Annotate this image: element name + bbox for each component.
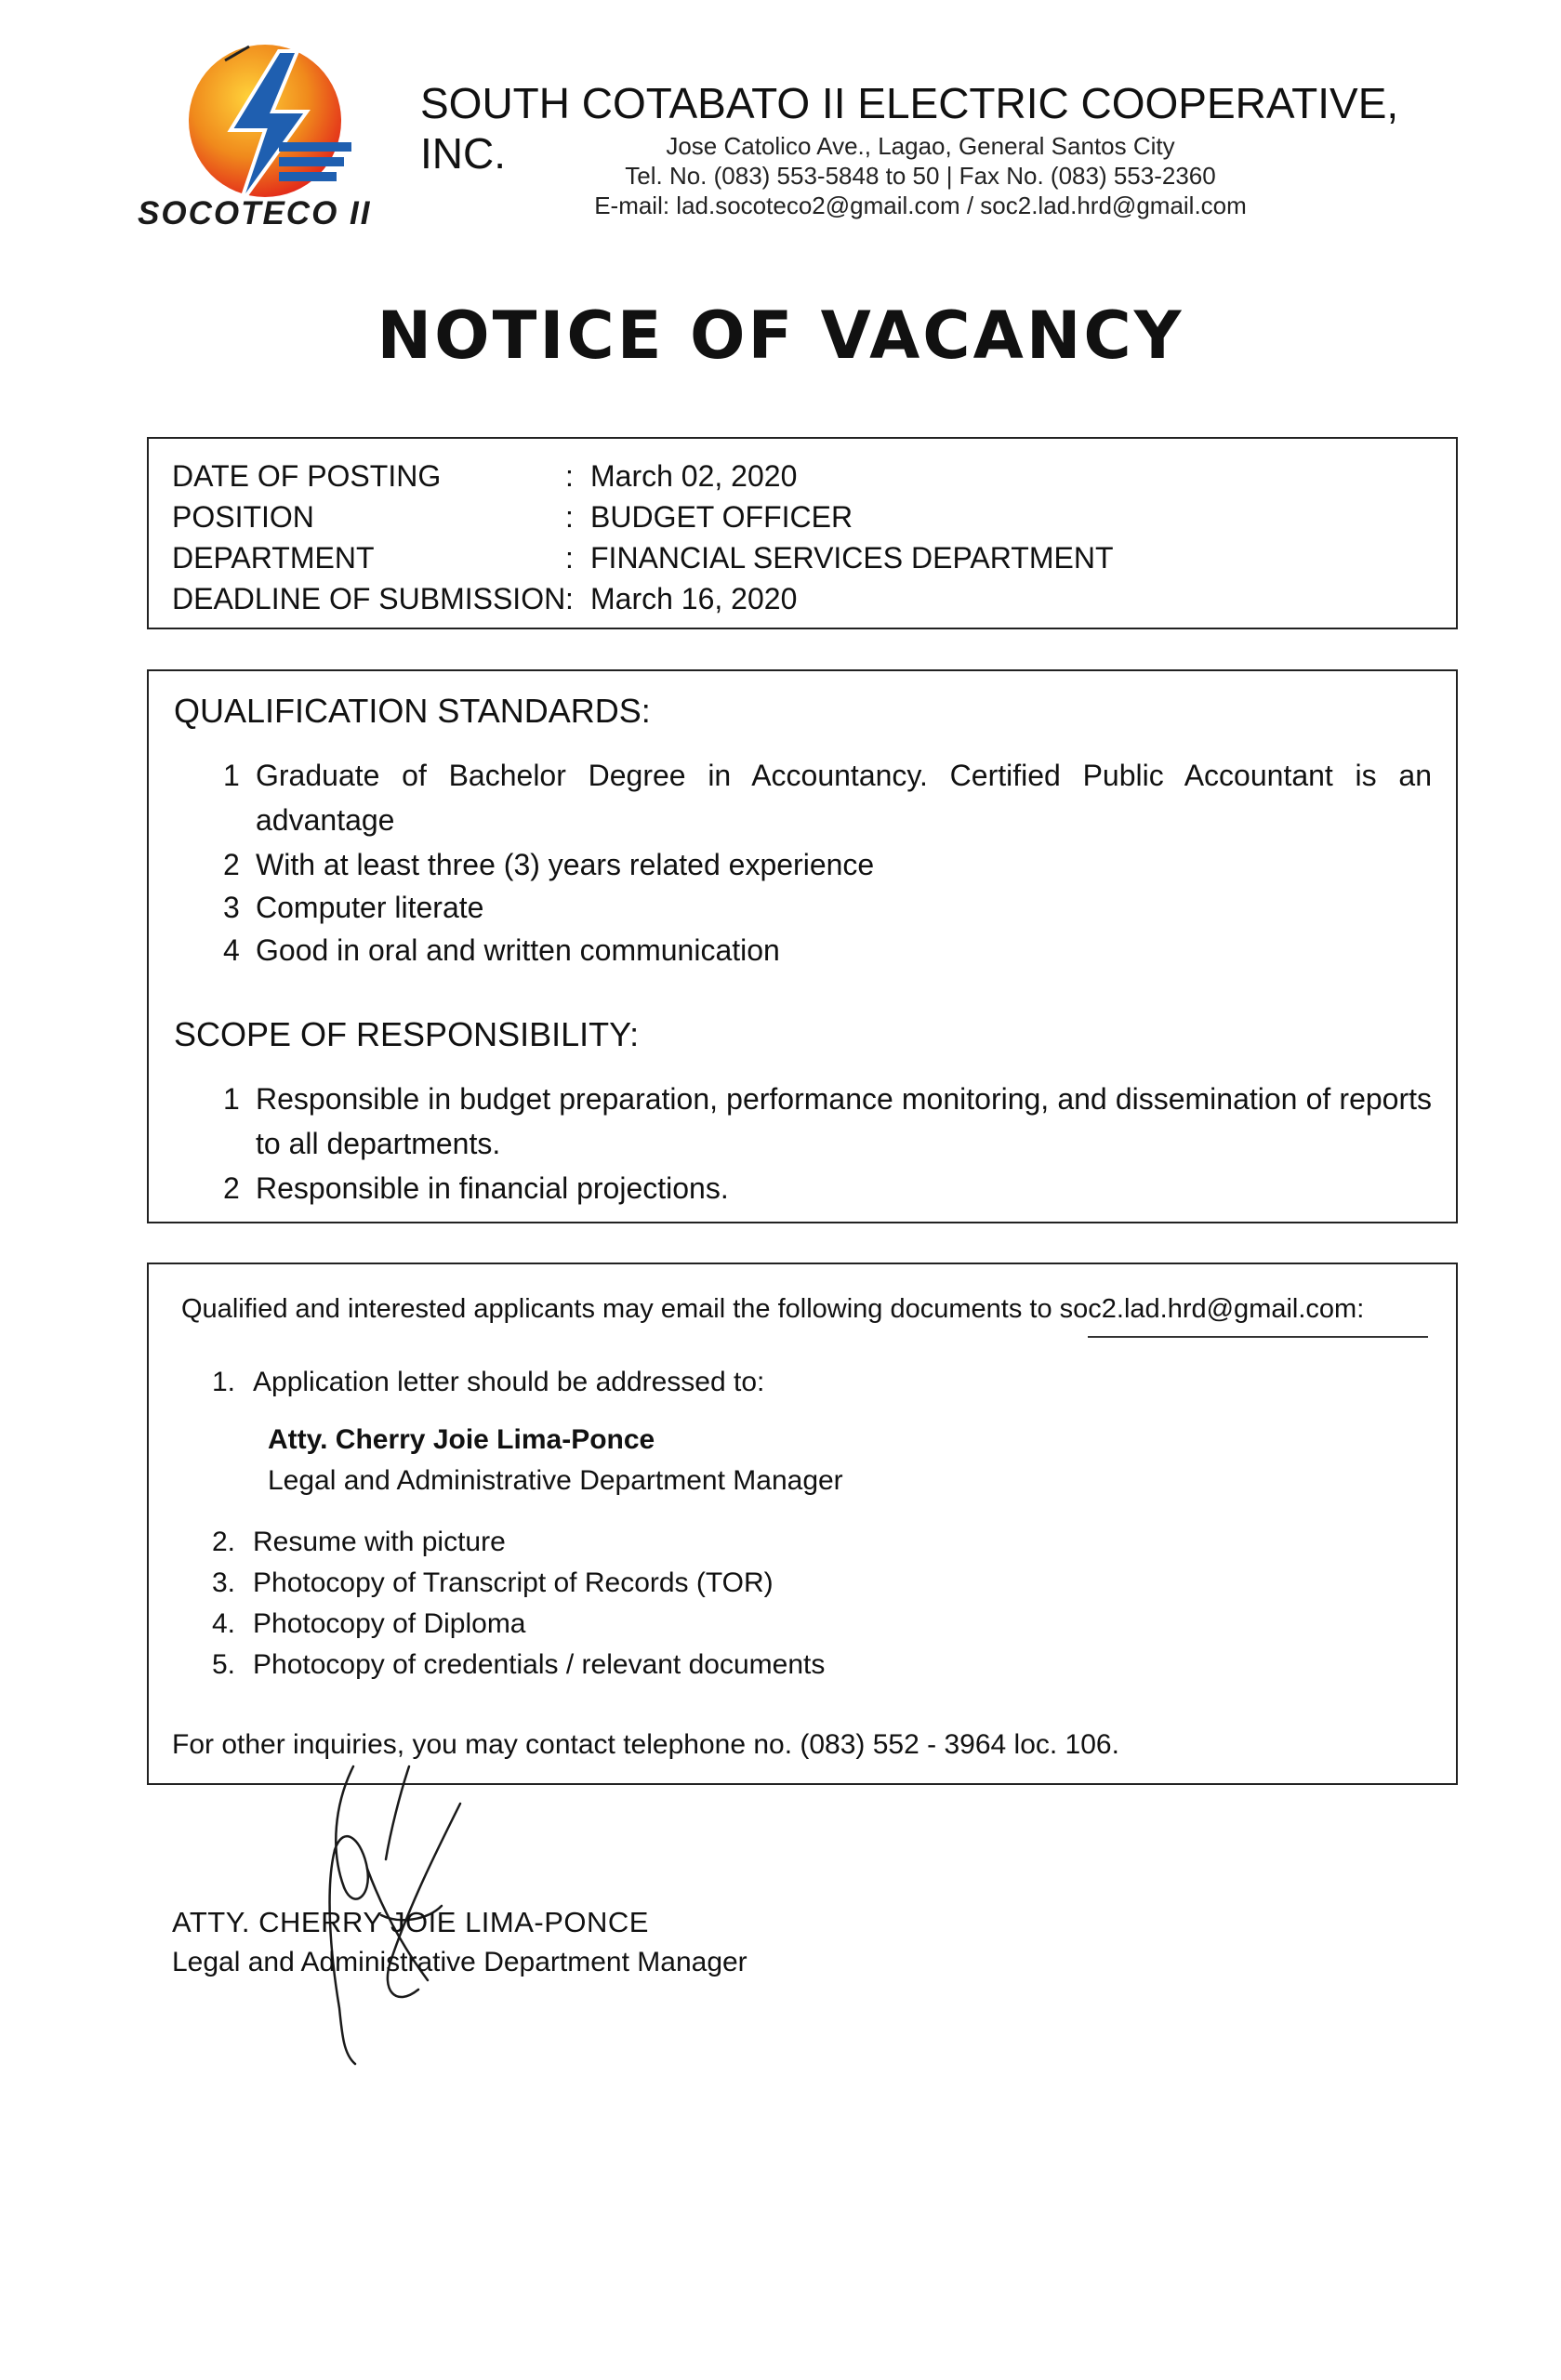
organization-phone: Tel. No. (083) 553-5848 to 50 | Fax No. (083) 553-2360 [625, 162, 1216, 190]
qualifications-box [147, 669, 1458, 1223]
item-number: 1. [212, 1367, 236, 1397]
signatory-name: ATTY. CHERRY JOIE LIMA-PONCE [172, 1906, 649, 1938]
info-value: March 02, 2020 [590, 459, 798, 493]
document-item [212, 1567, 774, 1599]
info-value: March 16, 2020 [590, 582, 798, 615]
item-text: Graduate of Bachelor Degree in Accountancy. Certified Public Accountant is an advantage [256, 759, 1432, 837]
addressee-name: Atty. Cherry Joie Lima-Ponce [268, 1424, 655, 1455]
info-colon: : [565, 541, 574, 575]
item-number: 1 [223, 1082, 240, 1116]
document-item [212, 1527, 506, 1558]
info-label: DEADLINE OF SUBMISSION [172, 582, 566, 615]
application-intro: Qualified and interested applicants may email the following documents to soc2.lad.hrd@gmail.com: [181, 1294, 1365, 1324]
vacancy-info-box [147, 437, 1458, 629]
application-box [147, 1263, 1458, 1785]
item-number: 3 [223, 891, 240, 924]
info-colon: : [565, 459, 574, 493]
document-item [212, 1608, 526, 1640]
organization-name: SOUTH COTABATO II ELECTRIC COOPERATIVE, INC. [420, 79, 1399, 178]
item-text: Application letter should be addressed to: [253, 1367, 765, 1397]
addressee-title: Legal and Administrative Department Manager [268, 1465, 843, 1496]
page-title: NOTICE OF VACANCY [377, 298, 1184, 374]
logo-caption: SOCOTECO II [138, 195, 372, 231]
email-underline [1088, 1336, 1428, 1338]
info-label: POSITION [172, 500, 314, 534]
signatory-title: Legal and Administrative Department Manager [172, 1947, 747, 1977]
info-colon: : [565, 500, 574, 534]
item-number: 2 [223, 1171, 240, 1205]
item-text: Photocopy of Diploma [253, 1608, 526, 1639]
item-number: 5. [212, 1649, 236, 1680]
item-text: Responsible in financial projections. [256, 1171, 729, 1205]
contact-line: For other inquiries, you may contact telephone no. (083) 552 - 3964 loc. 106. [172, 1729, 1119, 1760]
info-label: DEPARTMENT [172, 541, 375, 575]
info-value: FINANCIAL SERVICES DEPARTMENT [590, 541, 1114, 575]
organization-email: E-mail: lad.socoteco2@gmail.com / soc2.lad.hrd@gmail.com [594, 192, 1247, 219]
document-item [212, 1649, 825, 1681]
responsibility-heading: SCOPE OF RESPONSIBILITY: [174, 1015, 640, 1053]
item-text: Resume with picture [253, 1527, 506, 1557]
item-number: 1 [223, 759, 240, 792]
qualification-item [223, 842, 1432, 887]
responsibility-item [223, 1166, 1432, 1210]
item-number: 2. [212, 1527, 236, 1557]
item-text: With at least three (3) years related experience [256, 848, 875, 881]
item-number: 2 [223, 848, 240, 881]
qualification-item [223, 753, 1432, 842]
info-value: BUDGET OFFICER [590, 500, 853, 534]
item-text: Computer literate [256, 891, 484, 924]
qualification-item [223, 885, 1432, 930]
item-text: Good in oral and written communication [256, 933, 780, 967]
qualification-item [223, 928, 1432, 972]
organization-address: Jose Catolico Ave., Lagao, General Santos City [666, 132, 1175, 160]
item-text: Photocopy of Transcript of Records (TOR) [253, 1567, 774, 1598]
item-number: 4. [212, 1608, 236, 1639]
info-colon: : [565, 582, 574, 615]
item-text: Photocopy of credentials / relevant documents [253, 1649, 826, 1680]
item-text: Responsible in budget preparation, performance monitoring, and dissemination of reports to all departments. [256, 1082, 1432, 1160]
item-number: 3. [212, 1567, 236, 1598]
item-number: 4 [223, 933, 240, 967]
info-label: DATE OF POSTING [172, 459, 442, 493]
qualifications-heading: QUALIFICATION STANDARDS: [174, 692, 651, 730]
document-item [212, 1367, 764, 1398]
responsibility-item [223, 1077, 1432, 1166]
